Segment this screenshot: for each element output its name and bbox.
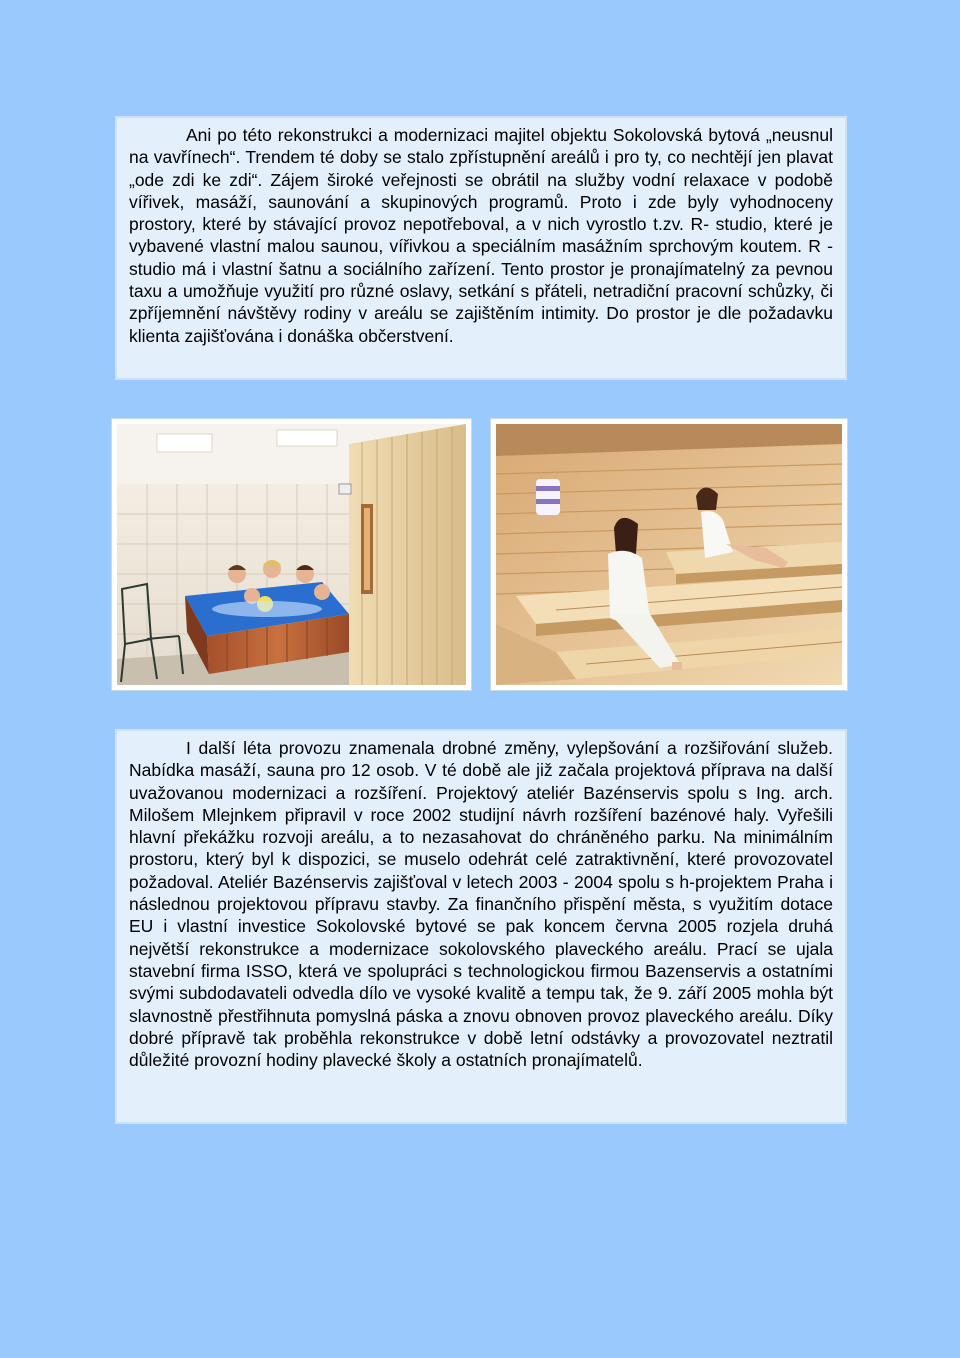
paragraph-r-studio: Ani po této rekonstrukci a modernizaci majitel objektu Sokolovská bytová „neusnul na vavřínech“. Trendem té doby se stalo zpřístupnění areálů i pro ty, co nechtějí jen plavat „ode zdi ke zdi“. Zájem široké veřejnosti se obrátil na služby vodní relaxace v podobě vířivek, masáží, saunování a skupinových programů. Proto i zde byly vyhodnoceny prostory, které by stávající provoz nepotřeboval, a v nich vyrostlo t.zv. R- studio, které je vybavené vlastní malou saunou, vířivkou a speciálním masážním sprchovým koutem. R - studio má i vlastní šatnu a sociálního zařízení. Tento prostor je pronajímatelný za pevnou taxu a umožňuje využití pro různé oslavy, setkání s přáteli, netradiční pracovní schůzky, či zpříjemnění návštěvy rodiny v areálu se zajištěním intimity. Do prostor je dle požadavku klienta zajišťována i donáška občerstvení. bbox=[129, 125, 833, 346]
paragraph-modernization: I další léta provozu znamenala drobné změny, vylepšování a rozšiřování služeb. Nabídka masáží, sauna pro 12 osob. V té době ale již začala projektová příprava na další uvažovanou modernizaci a rozšíření. Projektový ateliér Bazénservis spolu s Ing. arch. Milošem Mlejnkem připravil v roce 2002 studijní návrh rozšíření bazénové haly. Vyřešili hlavní překážku rozvoji areálu, a to nezasahovat do chráněného parku. Na minimálním prostoru, který byl k dispozici, se muselo odehrát celé zatraktivnění, které provozovatel požadoval. Ateliér Bazénservis zajišťoval v letech 2003 - 2004 spolu s h-projektem Praha i následnou projektovou přípravu stavby. Za finančního přispění města, s využitím dotace EU i vlastní investice Sokolovské bytové se pak koncem června 2005 rozjela druhá největší rekonstrukce a modernizace sokolovského plaveckého areálu. Prací se ujala stavební firma ISSO, která ve spolupráci s technologickou firmou Bazenservis a ostatními svými subdodavateli odvedla dílo ve vysoké kvalitě a tempu tak, že 9. září 2005 mohla být slavnostně přestřihnuta pomyslná páska a znovu obnoven provoz plaveckého areálu. Díky dobré přípravě tak proběhla rekonstrukce v době letní odstávky a provozovatel neztratil důležité provozní hodiny plavecké školy a ostatních pronajímatelů. bbox=[129, 738, 833, 1071]
jacuzzi-photo-frame bbox=[112, 419, 471, 690]
text-box-r-studio bbox=[115, 116, 847, 380]
sauna-photo-icon bbox=[496, 424, 842, 685]
jacuzzi-photo-icon bbox=[117, 424, 466, 685]
text-box-modernization bbox=[115, 729, 847, 1124]
sauna-photo-frame bbox=[491, 419, 847, 690]
